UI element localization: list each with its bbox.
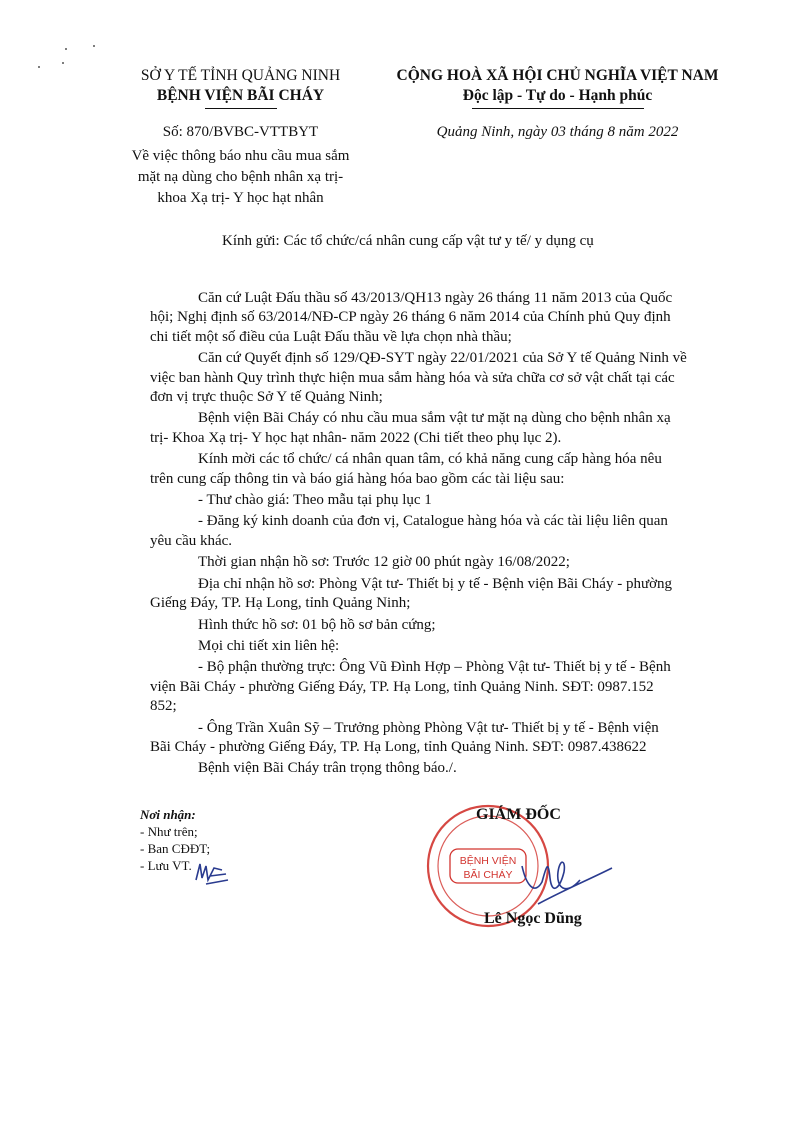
paragraph: - Thư chào giá: Theo mẫu tại phụ lục 1 (198, 492, 432, 509)
body-line: đơn vị trực thuộc Sở Y tế Quảng Ninh; (150, 389, 383, 406)
body-line: - Ông Trần Xuân Sỹ – Trưởng phòng Phòng Vật tư- Thiết bị y tế - Bệnh viện (198, 719, 659, 736)
body-line: 852; (150, 698, 177, 715)
scan-speck (38, 66, 40, 68)
body-line: - Bộ phận thường trực: Ông Vũ Đình Hợp – Phòng Vật tư- Thiết bị y tế - Bệnh (198, 659, 671, 676)
body-line: Kính mời các tổ chức/ cá nhân quan tâm, có khả năng cung cấp hàng hóa nêu (198, 451, 662, 468)
subject-line: khoa Xạ trị- Y học hạt nhân (157, 190, 324, 206)
body-line: Bãi Cháy - phường Giếng Đáy, TP. Hạ Long, tỉnh Quảng Ninh. SĐT: 0987.438622 (150, 738, 647, 755)
stamp-text-line: BÃI CHÁY (463, 869, 513, 881)
body-line: Căn cứ Luật Đấu thầu số 43/2013/QH13 ngày 26 tháng 11 năm 2013 của Quốc (198, 290, 673, 306)
scan-speck (93, 45, 95, 47)
paragraph (150, 409, 715, 448)
signature (508, 838, 618, 920)
body-line: yêu cầu khác. (150, 532, 233, 549)
paragraph: Hình thức hồ sơ: 01 bộ hồ sơ bản cứng; (198, 616, 436, 633)
recipient-item: - Ban CĐĐT; (140, 841, 211, 856)
paragraph (150, 575, 715, 614)
org-name: BỆNH VIỆN BÃI CHÁY (156, 87, 325, 104)
paragraph (150, 719, 715, 758)
body-line: viện Bãi Cháy - phường Giếng Đáy, TP. Hạ Long, tỉnh Quảng Ninh. SĐT: 0987.152 (150, 678, 654, 695)
org-underline (205, 108, 277, 109)
body-line: việc ban hành Quy trình thực hiện mua sắm hàng hóa và sửa chữa cơ sở vật chất tại các (150, 369, 675, 386)
subject-line: Về việc thông báo nhu cầu mua sắm (131, 148, 350, 164)
scan-speck (62, 62, 64, 64)
paragraph: Bệnh viện Bãi Cháy trân trọng thông báo./. (198, 760, 457, 777)
body-line: Giếng Đáy, TP. Hạ Long, tỉnh Quảng Ninh; (150, 595, 411, 612)
recipient-item: - Lưu VT. (140, 858, 192, 873)
org-parent: SỞ Y TẾ TỈNH QUẢNG NINH (140, 67, 341, 84)
body-line: trị- Khoa Xạ trị- Y học hạt nhân- năm 2022 (Chi tiết theo phụ lục 2). (150, 429, 562, 446)
paragraph (150, 658, 715, 716)
motto: Độc lập - Tự do - Hạnh phúc (462, 87, 653, 104)
body-line: - Đăng ký kinh doanh của đơn vị, Catalogue hàng hóa và các tài liệu liên quan (198, 513, 668, 530)
paragraph (150, 450, 715, 489)
body-line: chi tiết một số điều của Luật Đấu thầu về lựa chọn nhà thầu; (150, 328, 512, 345)
subject-line: mặt nạ dùng cho bệnh nhân xạ trị- (137, 169, 344, 185)
initials-scribble (192, 858, 232, 888)
place-date: Quảng Ninh, ngày 03 tháng 8 năm 2022 (436, 124, 679, 140)
paragraph (150, 349, 715, 407)
body-line: hội; Nghị định số 63/2014/NĐ-CP ngày 26 tháng 6 năm 2014 của Chính phủ Quy định (150, 309, 671, 326)
paragraph: Mọi chi tiết xin liên hệ: (198, 637, 340, 654)
body-line: trên cung cấp thông tin và báo giá hàng hóa bao gồm các tài liệu sau: (150, 470, 565, 487)
stamp-text-line: BỆNH VIỆN (459, 855, 517, 867)
paragraph (150, 512, 715, 551)
motto-underline (472, 108, 644, 109)
header-right (385, 66, 730, 106)
body-line: Bệnh viện Bãi Cháy có nhu cầu mua sắm vật tư mặt nạ dùng cho bệnh nhân xạ (198, 410, 671, 427)
country-name: CỘNG HOÀ XÃ HỘI CHỦ NGHĨA VIỆT NAM (396, 67, 719, 84)
recipient-line: Kính gửi: Các tổ chức/cá nhân cung cấp vật tư y tế/ y dụng cụ (222, 233, 594, 249)
body-text (150, 289, 715, 779)
scan-speck (65, 48, 67, 50)
paragraph: Thời gian nhận hồ sơ: Trước 12 giờ 00 phút ngày 16/08/2022; (198, 554, 570, 571)
paragraph (150, 289, 715, 347)
body-line: Địa chỉ nhận hồ sơ: Phòng Vật tư- Thiết bị y tế - Bệnh viện Bãi Cháy - phường (198, 575, 673, 592)
header-left (118, 66, 363, 106)
recipient-item: - Như trên; (140, 824, 198, 839)
signer-title: GIÁM ĐỐC (476, 806, 561, 823)
doc-number: Số: 870/BVBC-VTTBYT (162, 124, 319, 140)
signer-name: Lê Ngọc Dũng (484, 910, 582, 927)
recipients-title: Nơi nhận: (140, 807, 196, 822)
doc-subject (118, 146, 363, 209)
body-line: Căn cứ Quyết định số 129/QĐ-SYT ngày 22/01/2021 của Sở Y tế Quảng Ninh về (198, 350, 687, 367)
